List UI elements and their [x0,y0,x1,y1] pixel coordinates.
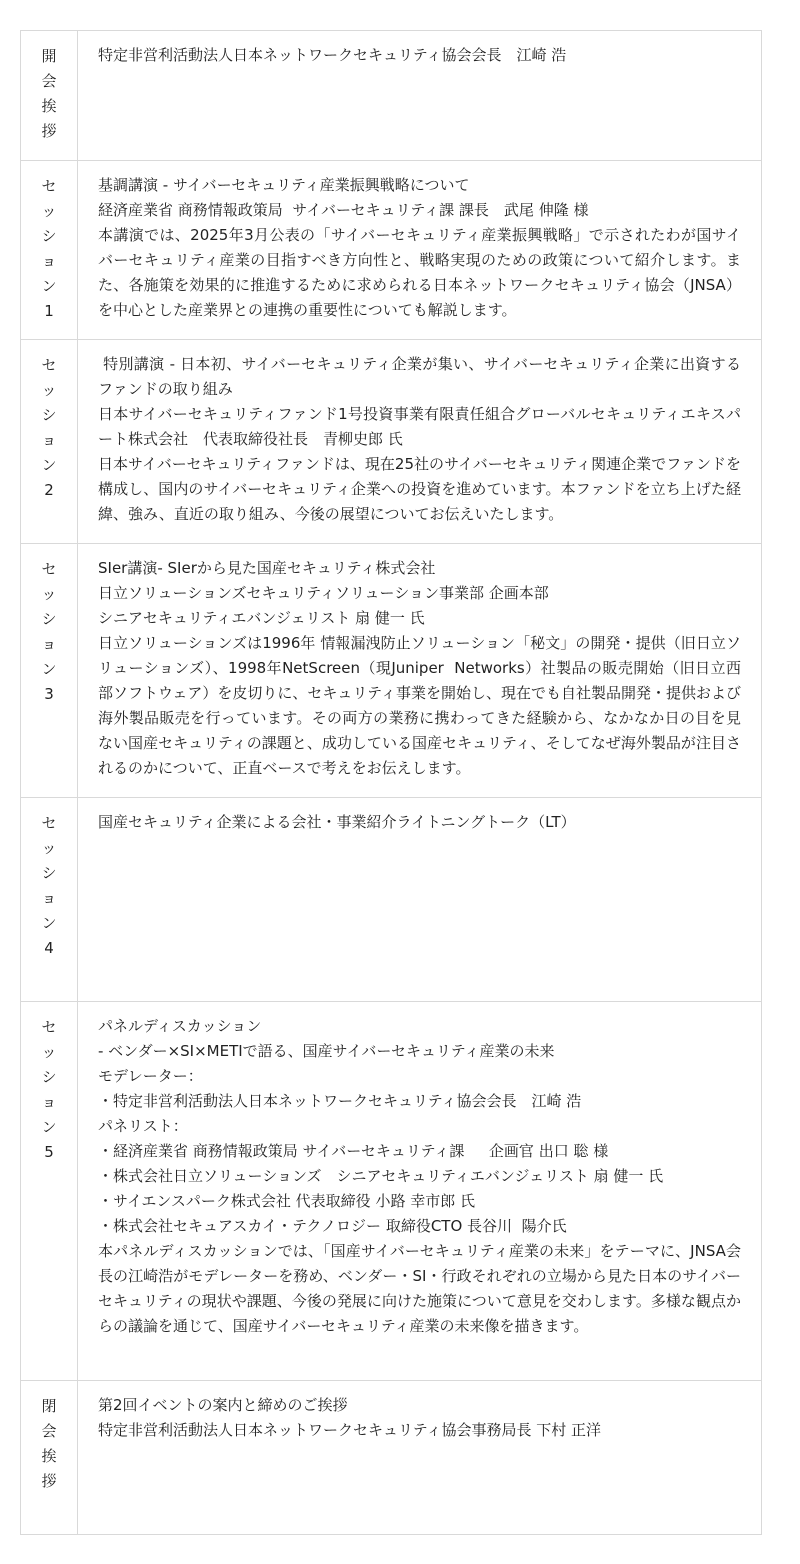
row-label-cell [21,31,78,161]
content-line: 日立ソリューションズセキュリティソリューション事業部 企画本部 [98,584,549,602]
row-label-cell [21,161,78,340]
row-label: セッション3 [41,560,57,703]
table-row [21,161,762,340]
row-content-cell [78,798,762,1002]
content-line: 特定非営利活動法人日本ネットワークセキュリティ協会事務局長 下村 正洋 [98,1421,602,1439]
content-line: SIer講演- SIerから見た国産セキュリティ株式会社 [98,559,436,577]
content-line: モデレーター： [98,1067,203,1085]
row-content-cell [78,31,762,161]
content-line: 第2回イベントの案内と締めのご挨拶 [98,1396,348,1414]
content-line: ・経済産業省 商務情報政策局 サイバーセキュリティ課 企画官 出口 聡 様 [98,1142,609,1160]
row-label: セッション5 [41,1018,57,1161]
row-content-cell [78,1002,762,1381]
row-label-cell [21,1381,78,1535]
row-content-cell [78,1381,762,1535]
table-row [21,31,762,161]
table-row [21,340,762,544]
row-label-cell [21,798,78,1002]
row-label: 閉会挨拶 [41,1397,57,1490]
table-row [21,544,762,798]
content-line: 経済産業省 商務情報政策局 サイバーセキュリティ課 課長 武尾 伸隆 様 [98,201,589,219]
content-line: ・株式会社セキュアスカイ・テクノロジー 取締役CTO 長谷川 陽介氏 [98,1217,567,1235]
row-label-cell [21,1002,78,1381]
table-row [21,798,762,1002]
content-line: 特別講演 - 日本初、サイバーセキュリティ企業が集い、サイバーセキュリティ企業に出資するファンドの取り組み [98,355,741,398]
content-line: パネリスト： [98,1117,188,1135]
content-line: ・特定非営利活動法人日本ネットワークセキュリティ協会会長 江崎 浩 [98,1092,582,1110]
content-line: 特定非営利活動法人日本ネットワークセキュリティ協会会長 江崎 浩 [98,46,567,64]
content-line: 基調講演 - サイバーセキュリティ産業振興戦略について [98,176,470,194]
schedule-table [20,30,762,1535]
row-label: セッション2 [41,356,57,499]
content-line: - ベンダー×SI×METIで語る、国産サイバーセキュリティ産業の未来 [98,1042,555,1060]
schedule-container [20,30,762,1535]
row-label: セッション4 [41,814,57,957]
row-content-cell [78,161,762,340]
content-line: シニアセキュリティエバンジェリスト 扇 健一 氏 [98,609,425,627]
row-content-cell [78,340,762,544]
content-line: 日本サイバーセキュリティファンド1号投資事業有限責任組合グローバルセキュリティエキスパート株式会社 代表取締役社長 青柳史郎 氏 [98,405,741,448]
content-paragraph: 日立ソリューションズは1996年 情報漏洩防止ソリューション「秘文」の開発・提供（旧日立ソリューションズ）、1998年NetScreen（現Juniper Networks）社製品の販売開始（旧日立西部ソフトウェア）を皮切りに、セキュリティ事業を開始し、現在でも自社製品開発・提供および海外製品販売を行っています。その両方の業務に携わってきた経験から、なかなか日の目を見ない国産セキュリティの課題と、成功している国産セキュリティ、そしてなぜ海外製品が注目されるのかについて、正直ベースで考えをお伝えします。 [98,634,741,777]
content-paragraph: 日本サイバーセキュリティファンドは、現在25社のサイバーセキュリティ関連企業でファンドを構成し、国内のサイバーセキュリティ企業への投資を進めています。本ファンドを立ち上げた経緯、強み、直近の取り組み、今後の展望についてお伝えいたします。 [98,455,741,523]
content-paragraph: 本パネルディスカッションでは、「国産サイバーセキュリティ産業の未来」をテーマに、JNSA会長の江崎浩がモデレーターを務め、ベンダー・SI・行政それぞれの立場から見た日本のサイバーセキュリティの現状や課題、今後の発展に向けた施策について意見を交わします。多様な観点からの議論を通じて、国産サイバーセキュリティ産業の未来像を描きます。 [98,1242,741,1335]
content-paragraph: 本講演では、2025年3月公表の「サイバーセキュリティ産業振興戦略」で示されたわが国サイバーセキュリティ産業の目指すべき方向性と、戦略実現のための政策について紹介します。また、各施策を効果的に推進するために求められる日本ネットワークセキュリティ協会（JNSA）を中心とした産業界との連携の重要性についても解説します。 [98,226,741,319]
content-line: ・サイエンスパーク株式会社 代表取締役 小路 幸市郎 氏 [98,1192,475,1210]
table-row [21,1002,762,1381]
row-content-cell [78,544,762,798]
row-label-cell [21,340,78,544]
content-line: ・株式会社日立ソリューションズ シニアセキュリティエバンジェリスト 扇 健一 氏 [98,1167,664,1185]
table-row [21,1381,762,1535]
row-label: セッション1 [41,177,57,320]
row-label-cell [21,544,78,798]
content-line: 国産セキュリティ企業による会社・事業紹介ライトニングトーク（LT） [98,813,576,831]
content-line: パネルディスカッション [98,1017,262,1035]
row-label: 開会挨拶 [41,47,57,140]
